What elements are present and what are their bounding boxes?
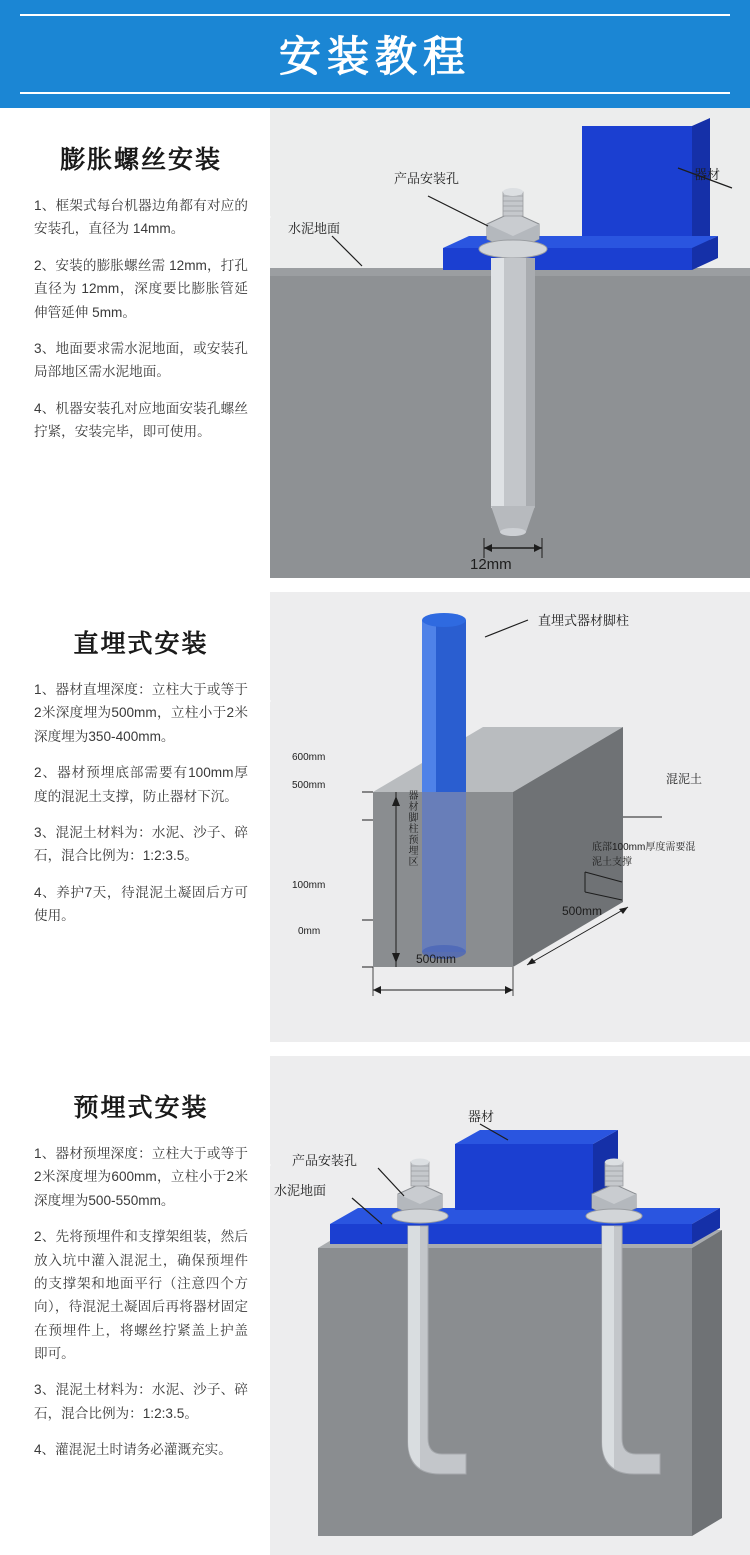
direct-burial-illustration (270, 592, 750, 1042)
section-3-title: 预埋式安装 (73, 1094, 209, 1122)
section-1-paragraph-4: 4、机器安装孔对应地面安装孔螺丝拧紧，安装完毕，即可使用。 (34, 400, 248, 439)
arrow-notch-icon (258, 203, 271, 231)
section-divider-1 (0, 578, 750, 592)
section-expansion-bolt (0, 108, 750, 578)
section-3-paragraph-2: 2、先将预埋件和支撑架组装，然后放入坑中灌入混泥土，确保预埋件的支撑架和地面平行（注意四个方向），待混泥土凝固后再将器材固定在预埋件上，将螺丝拧紧盖上护盖即可。 (34, 1229, 248, 1361)
section-pre-embedded (0, 1056, 750, 1555)
page-header (0, 0, 750, 108)
label-mounting-hole-1: 产品安装孔 (394, 171, 460, 186)
section-2-paragraph-4: 4、养护7天，待混泥土凝固后方可使用。 (34, 884, 248, 923)
label-mounting-hole-3: 产品安装孔 (292, 1153, 358, 1168)
label-concrete: 混泥土 (666, 772, 703, 786)
label-equipment-1: 器材 (694, 167, 721, 182)
label-buried-zone: 器材脚柱预埋区 (406, 790, 417, 867)
header-frame (20, 14, 730, 94)
section-1-title: 膨胀螺丝安装 (59, 146, 222, 174)
section-direct-burial (0, 592, 750, 1042)
section-3-paragraph-3: 3、混泥土材料为：水泥、沙子、碎石，混合比例为：1:2:3.5。 (34, 1382, 248, 1421)
label-cement-ground-1: 水泥地面 (288, 221, 341, 236)
label-scale-100: 100mm (292, 880, 326, 891)
section-2-paragraph-2: 2、器材预埋底部需要有100mm厚度的混泥土支撑，防止器材下沉。 (34, 765, 248, 804)
section-divider-2 (0, 1042, 750, 1056)
label-direct-burial-post: 直埋式器材脚柱 (538, 613, 630, 628)
arrow-notch-icon (258, 1151, 271, 1179)
label-bolt-diameter: 12mm (470, 556, 512, 573)
section-3-text-column (0, 1056, 270, 1555)
section-1-diagram (270, 108, 750, 578)
label-scale-500: 500mm (292, 780, 326, 791)
label-cement-ground-3: 水泥地面 (274, 1183, 327, 1198)
page-title: 安装教程 (278, 33, 471, 80)
section-1-paragraph-2: 2、安装的膨胀螺丝需 12mm，打孔直径为 12mm，深度要比膨胀管延伸管延伸 5mm。 (34, 257, 248, 320)
expansion-bolt-illustration (270, 108, 750, 578)
section-2-title: 直埋式安装 (73, 630, 209, 658)
section-2-diagram (270, 592, 750, 1042)
pre-embedded-illustration (270, 1056, 750, 1555)
section-2-paragraph-1: 1、器材直埋深度：立柱大于或等于2米深度埋为500mm，立柱小于2米深度埋为350-400mm。 (34, 682, 248, 744)
label-bottom-support-note: 底部100mm厚度需要混泥土支撑 (592, 842, 696, 868)
section-1-paragraph-1: 1、框架式每台机器边角都有对应的安装孔，直径为 14mm。 (34, 198, 248, 237)
label-width-side: 500mm (562, 904, 603, 918)
section-3-diagram (270, 1056, 750, 1555)
section-1-text-column (0, 108, 270, 578)
label-scale-0: 0mm (298, 926, 321, 937)
section-3-paragraph-1: 1、器材预埋深度：立柱大于或等于2米深度埋为600mm，立柱小于2米深度埋为500-550mm。 (34, 1146, 248, 1208)
label-equipment-3: 器材 (468, 1109, 495, 1124)
section-2-paragraph-3: 3、混泥土材料为：水泥、沙子、碎石，混合比例为：1:2:3.5。 (34, 824, 248, 864)
section-2-text-column (0, 592, 270, 1042)
section-1-paragraph-3: 3、地面要求需水泥地面，或安装孔局部地区需水泥地面。 (34, 340, 248, 380)
arrow-notch-icon (258, 687, 271, 715)
section-3-paragraph-4: 4、灌混泥土时请务必灌溉充实。 (34, 1442, 232, 1458)
label-width-front: 500mm (416, 952, 457, 966)
label-scale-600: 600mm (292, 752, 326, 763)
